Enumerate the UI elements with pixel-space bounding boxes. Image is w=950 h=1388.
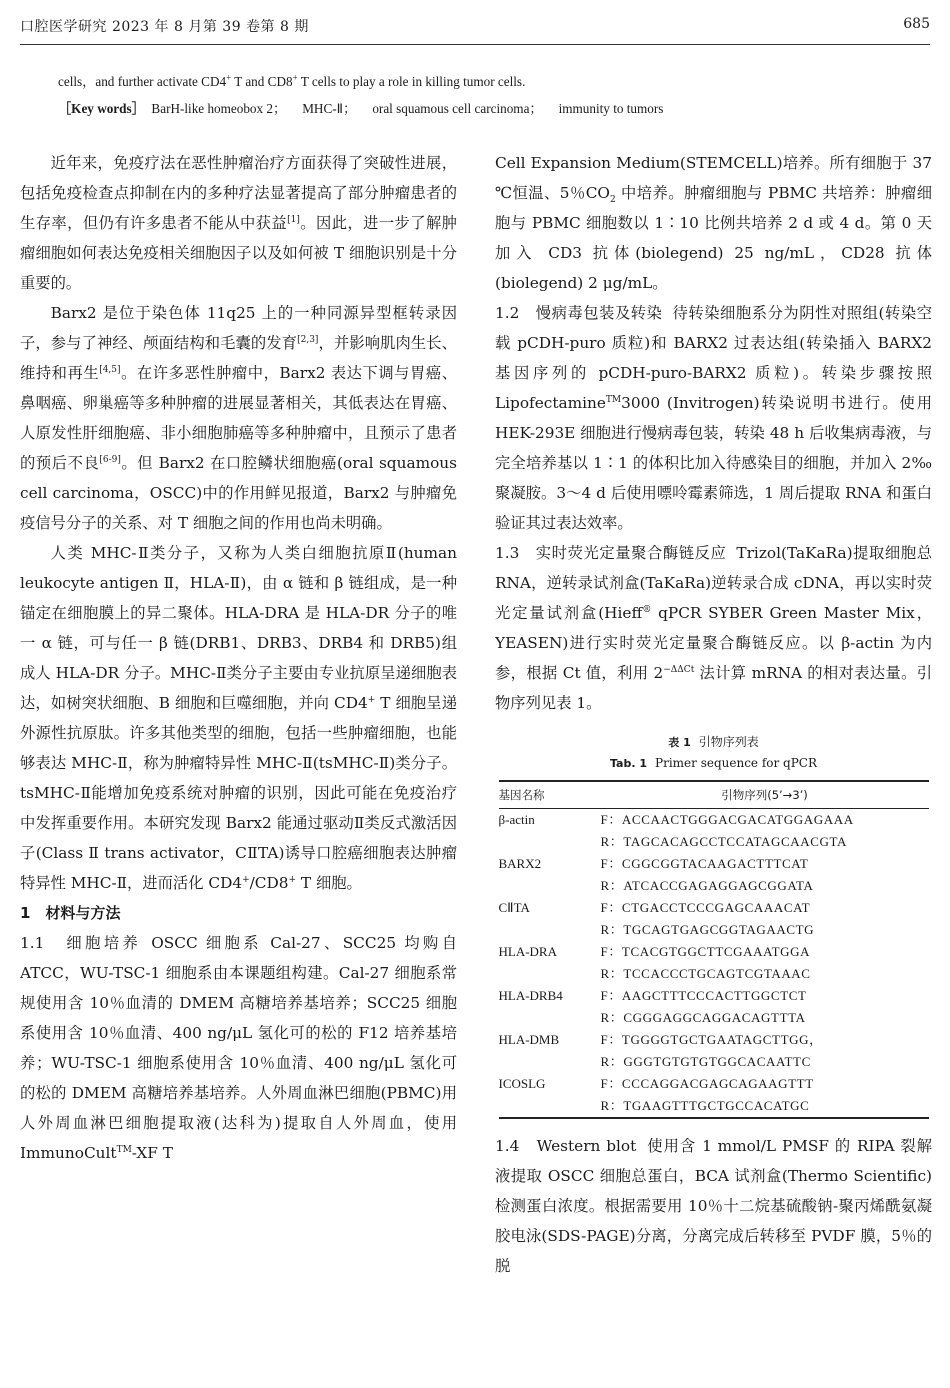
- table-title: 引物序列表: [698, 735, 759, 749]
- text: qPCR SYBER Green Master Mix，YEASEN)进行实时荧光定量聚合酶链反应。以 β-actin 为内参，根据 Ct 值，利用 2: [495, 604, 932, 682]
- subsection-heading: 1.2 慢病毒包装及转染: [495, 304, 663, 322]
- paragraph-1-3: [495, 538, 932, 718]
- forward-primer: F：AAGCTTTCCCACTTGGCTCT: [600, 988, 807, 1003]
- journal-title: 口腔医学研究 2023 年 8 月第 39 卷第 8 期: [20, 19, 309, 35]
- left-column: [20, 148, 457, 1380]
- gene-name: BARX2: [498, 856, 542, 871]
- abstract-tail: [58, 68, 850, 122]
- keyword: immunity to tumors: [558, 101, 664, 116]
- table-row: [499, 1095, 929, 1118]
- table-row: [499, 897, 929, 919]
- keywords-label: ［Key words］: [58, 101, 145, 116]
- paragraph-intro-1: [20, 148, 457, 298]
- text: 。但 Barx2 在口腔鳞状细胞癌(oral squamous cell carcinoma，OSCC)中的作用鲜见报道，Barx2 与肿瘤免疫信号分子的关系、对 T 细胞之间的作用也尚未明确。: [20, 454, 457, 532]
- table-caption-en: [495, 753, 932, 774]
- keyword: BarH-like homeobox 2；: [151, 101, 287, 116]
- reverse-primer: R：TCCACCCTGCAGTCGTAAAC: [600, 966, 811, 981]
- table-row: [499, 809, 929, 832]
- text: Cell Expansion Medium(STEMCELL)培养。所有细胞于 37 ℃恒温、5％CO: [495, 154, 932, 202]
- gene-name-empty: [499, 831, 601, 853]
- table-row: [499, 1029, 929, 1051]
- table-label: Tab. 1: [609, 757, 648, 770]
- text: 使用含 1 mmol/L PMSF 的 RIPA 裂解液提取 OSCC 细胞总蛋白，BCA 试剂盒(Thermo Scientific)检测蛋白浓度。根据需要用 10％十二烷基硫酸钠-聚丙烯酰氨凝胶电泳(SDS-PAGE)分离，分离完成后转移至 PVDF 膜，5％的脱: [495, 1137, 932, 1275]
- table-header-row: [499, 781, 929, 809]
- forward-primer: F：CGGCGGTACAAGACTTTCAT: [600, 856, 809, 871]
- reverse-primer: R：TAGCACAGCCTCCATAGCAACGTA: [600, 834, 847, 849]
- keywords-line: [58, 95, 850, 122]
- citation: [1]: [287, 214, 300, 225]
- superscript: −ΔΔCt: [663, 664, 695, 675]
- text: 中培养。肿瘤细胞与 PBMC 共培养：肿瘤细胞与 PBMC 细胞数以 1∶10 比例共培养 2 d 或 4 d。第 0 天加入 CD3 抗体(biolegend) 25 ng/mL，CD28 抗体(biolegend) 2 μg/mL。: [495, 184, 932, 292]
- gene-name-empty: [499, 1007, 601, 1029]
- table-row: [499, 985, 929, 1007]
- paragraph-intro-3: [20, 538, 457, 898]
- subscript: 2: [609, 195, 616, 206]
- table-1: [495, 732, 932, 1119]
- text: 待转染细胞系分为阴性对照组(转染空载 pCDH-puro 质粒)和 BARX2 过表达组(转染插入 BARX2 基因序列的 pCDH-puro-BARX2 质粒)。转染步骤按照 Lipofectamine: [495, 304, 932, 412]
- right-column: [495, 148, 932, 1380]
- column-header-sequence: 引物序列(5’→3’): [601, 781, 929, 809]
- text: 人类 MHC-Ⅱ类分子，又称为人类白细胞抗原Ⅱ(human leukocyte antigen Ⅱ，HLA-Ⅱ)，由 α 链和 β 链组成，是一种锚定在细胞膜上的异二聚体。HLA-DRA 是 HLA-DR 分子的唯一 α 链，可与任一 β 链(DRB1、DRB3、DRB4 和 DRB5)组成人 HLA-DR 分子。MHC-Ⅱ类分子主要由专业抗原呈递细胞表达，如树突状细胞、B 细胞和巨噬细胞，并向 CD4: [20, 544, 457, 712]
- table-row: [499, 941, 929, 963]
- table-row: [499, 919, 929, 941]
- keyword: oral squamous cell carcinoma；: [372, 101, 543, 116]
- gene-name: CⅡTA: [498, 900, 530, 915]
- gene-name: HLA-DRA: [498, 944, 557, 959]
- trademark: TM: [116, 1144, 132, 1155]
- gene-name: β-actin: [498, 812, 535, 827]
- text: Barx2 是位于染色体 11q25 上的一种同源异型框转录因子，参与了神经、颅面结构和毛囊的发育: [20, 304, 457, 352]
- text: ，并影响肌肉生长、维持和再生: [20, 334, 457, 382]
- trademark: TM: [605, 394, 622, 405]
- citation: [6-9]: [99, 454, 121, 465]
- column-header-gene: 基因名称: [499, 781, 601, 809]
- superscript: +: [292, 72, 298, 83]
- forward-primer: F：CTGACCTCCCGAGCAAACAT: [600, 900, 811, 915]
- table-row: [499, 1007, 929, 1029]
- abstract-last-line: [58, 68, 850, 95]
- abstract-text-c: T cells to play a role in killing tumor cells.: [297, 74, 526, 89]
- table-row: [499, 1073, 929, 1095]
- table-row: [499, 1051, 929, 1073]
- text: 。因此，进一步了解肿瘤细胞如何表达免疫相关细胞因子以及如何被 T 细胞识别是十分重要的。: [20, 214, 457, 292]
- text: T 细胞呈递外源性抗原肽。许多其他类型的细胞，包括一些肿瘤细胞，也能够表达 MHC-Ⅱ，称为肿瘤特异性 MHC-Ⅱ(tsMHC-Ⅱ)类分子。tsMHC-Ⅱ能增加免疫系统对肿瘤的识别，因此可能在免疫治疗中发挥重要作用。本研究发现 Barx2 能通过驱动Ⅱ类反式激活因子(Class Ⅱ trans activator，CⅡTA)诱导口腔癌细胞表达肿瘤特异性 MHC-Ⅱ，进而活化 CD4: [20, 694, 457, 892]
- text: T 细胞。: [296, 874, 362, 892]
- text: /CD8: [249, 874, 289, 892]
- table-row: [499, 853, 929, 875]
- text: -XF T: [131, 1144, 173, 1162]
- superscript: +: [242, 874, 250, 885]
- text: 。在许多恶性肿瘤中，Barx2 表达下调与胃癌、鼻咽癌、卵巢癌等多种肿瘤的进展显著相关，其低表达在胃癌、人原发性肝细胞癌、非小细胞肺癌等多种肿瘤中，且预示了患者的预后不良: [20, 364, 457, 472]
- registered-mark: ®: [642, 604, 652, 615]
- forward-primer: F：TCACGTGGCTTCGAAATGGA: [600, 944, 811, 959]
- table-row: [499, 875, 929, 897]
- paragraph-intro-2: [20, 298, 457, 538]
- paragraph-1-1-cont: [495, 148, 932, 298]
- reverse-primer: R：GGGTGTGTGTGGCACAATTC: [600, 1054, 811, 1069]
- reverse-primer: R：CGGGAGGCAGGACAGTTTA: [600, 1010, 806, 1025]
- primer-table: [499, 780, 929, 1119]
- table-title: Primer sequence for qPCR: [655, 756, 818, 770]
- gene-name: HLA-DMB: [498, 1032, 560, 1047]
- section-heading-methods: 1 材料与方法: [20, 904, 121, 922]
- gene-name-empty: [499, 963, 601, 985]
- reverse-primer: R：TGAAGTTTGCTGCCACATGC: [601, 1095, 929, 1118]
- forward-primer: F：TGGGGTGCTGAATAGCTTGG，: [600, 1032, 823, 1047]
- gene-name-empty: [499, 1051, 601, 1073]
- gene-name-empty: [499, 1095, 601, 1118]
- running-header: [20, 14, 930, 45]
- text: 近年来，免疫疗法在恶性肿瘤治疗方面获得了突破性进展，包括免疫检查点抑制在内的多种疗法显著提高了部分肿瘤患者的生存率，但仍有许多患者不能从中获益: [20, 154, 457, 232]
- forward-primer: F：ACCAACTGGGACGACATGGAGAAA: [600, 812, 854, 827]
- text: OSCC 细胞系 Cal-27、SCC25 均购自 ATCC，WU-TSC-1 细胞系由本课题组构建。Cal-27 细胞系常规使用含 10％血清的 DMEM 高糖培养基培养；SCC25 细胞系使用含 10％血清、400 ng/μL 氢化可的松的 F12 培养基培养；WU-TSC-1 细胞系使用含 10％血清、400 ng/μL 氢化可的松的 DMEM 高糖培养基培养。人外周血淋巴细胞(PBMC)用人外周血淋巴细胞提取液(达科为)提取自人外周血，使用 ImmunoCult: [20, 934, 457, 1162]
- paragraph-1-1: [20, 928, 457, 1168]
- superscript: +: [288, 874, 297, 885]
- superscript: +: [226, 72, 232, 83]
- table-row: [499, 831, 929, 853]
- reverse-primer: R：ATCACCGAGAGGAGCGGATA: [600, 878, 814, 893]
- subsection-heading: 1.1 细胞培养: [20, 934, 142, 952]
- gene-name: HLA-DRB4: [498, 988, 563, 1003]
- text: Trizol(TaKaRa)提取细胞总 RNA，逆转录试剂盒(TaKaRa)逆转录合成 cDNA，再以实时荧光定量试剂盒(Hieff: [495, 544, 932, 622]
- text: 3000 (Invitrogen)转染说明书进行。使用 HEK-293E 细胞进行慢病毒包装，转染 48 h 后收集病毒液，与完全培养基以 1∶1 的体积比加入待感染目的细胞，并加入 2‰聚凝胺。3～4 d 后使用嘌呤霉素筛选，1 周后提取 RNA 和蛋白验证其过表达效率。: [495, 394, 932, 532]
- gene-name-empty: [499, 875, 601, 897]
- table-label: 表 1: [668, 736, 691, 749]
- reverse-primer: R：TGCAGTGAGCGGTAGAACTG: [600, 922, 815, 937]
- text: 法计算 mRNA 的相对表达量。引物序列见表 1。: [495, 664, 932, 712]
- table-caption-cn: [495, 732, 932, 753]
- gene-name-empty: [499, 919, 601, 941]
- paragraph-1-2: [495, 298, 932, 538]
- page-number: 685: [903, 16, 930, 32]
- superscript: +: [367, 694, 376, 705]
- keyword: MHC-Ⅱ；: [302, 101, 357, 116]
- forward-primer: F：CCCAGGACGAGCAGAAGTTT: [600, 1076, 814, 1091]
- citation: [2,3]: [297, 334, 319, 345]
- table-row: [499, 963, 929, 985]
- citation: [4,5]: [99, 364, 121, 375]
- abstract-text-a: cells，and further activate CD4: [58, 74, 227, 89]
- subsection-heading: 1.3 实时荧光定量聚合酶链反应: [495, 544, 727, 562]
- paragraph-1-4: [495, 1131, 932, 1281]
- abstract-text-b: T and CD8: [231, 74, 293, 89]
- subsection-heading: 1.4 Western blot: [495, 1137, 637, 1155]
- gene-name: ICOSLG: [498, 1076, 546, 1091]
- table-body: [499, 809, 929, 1119]
